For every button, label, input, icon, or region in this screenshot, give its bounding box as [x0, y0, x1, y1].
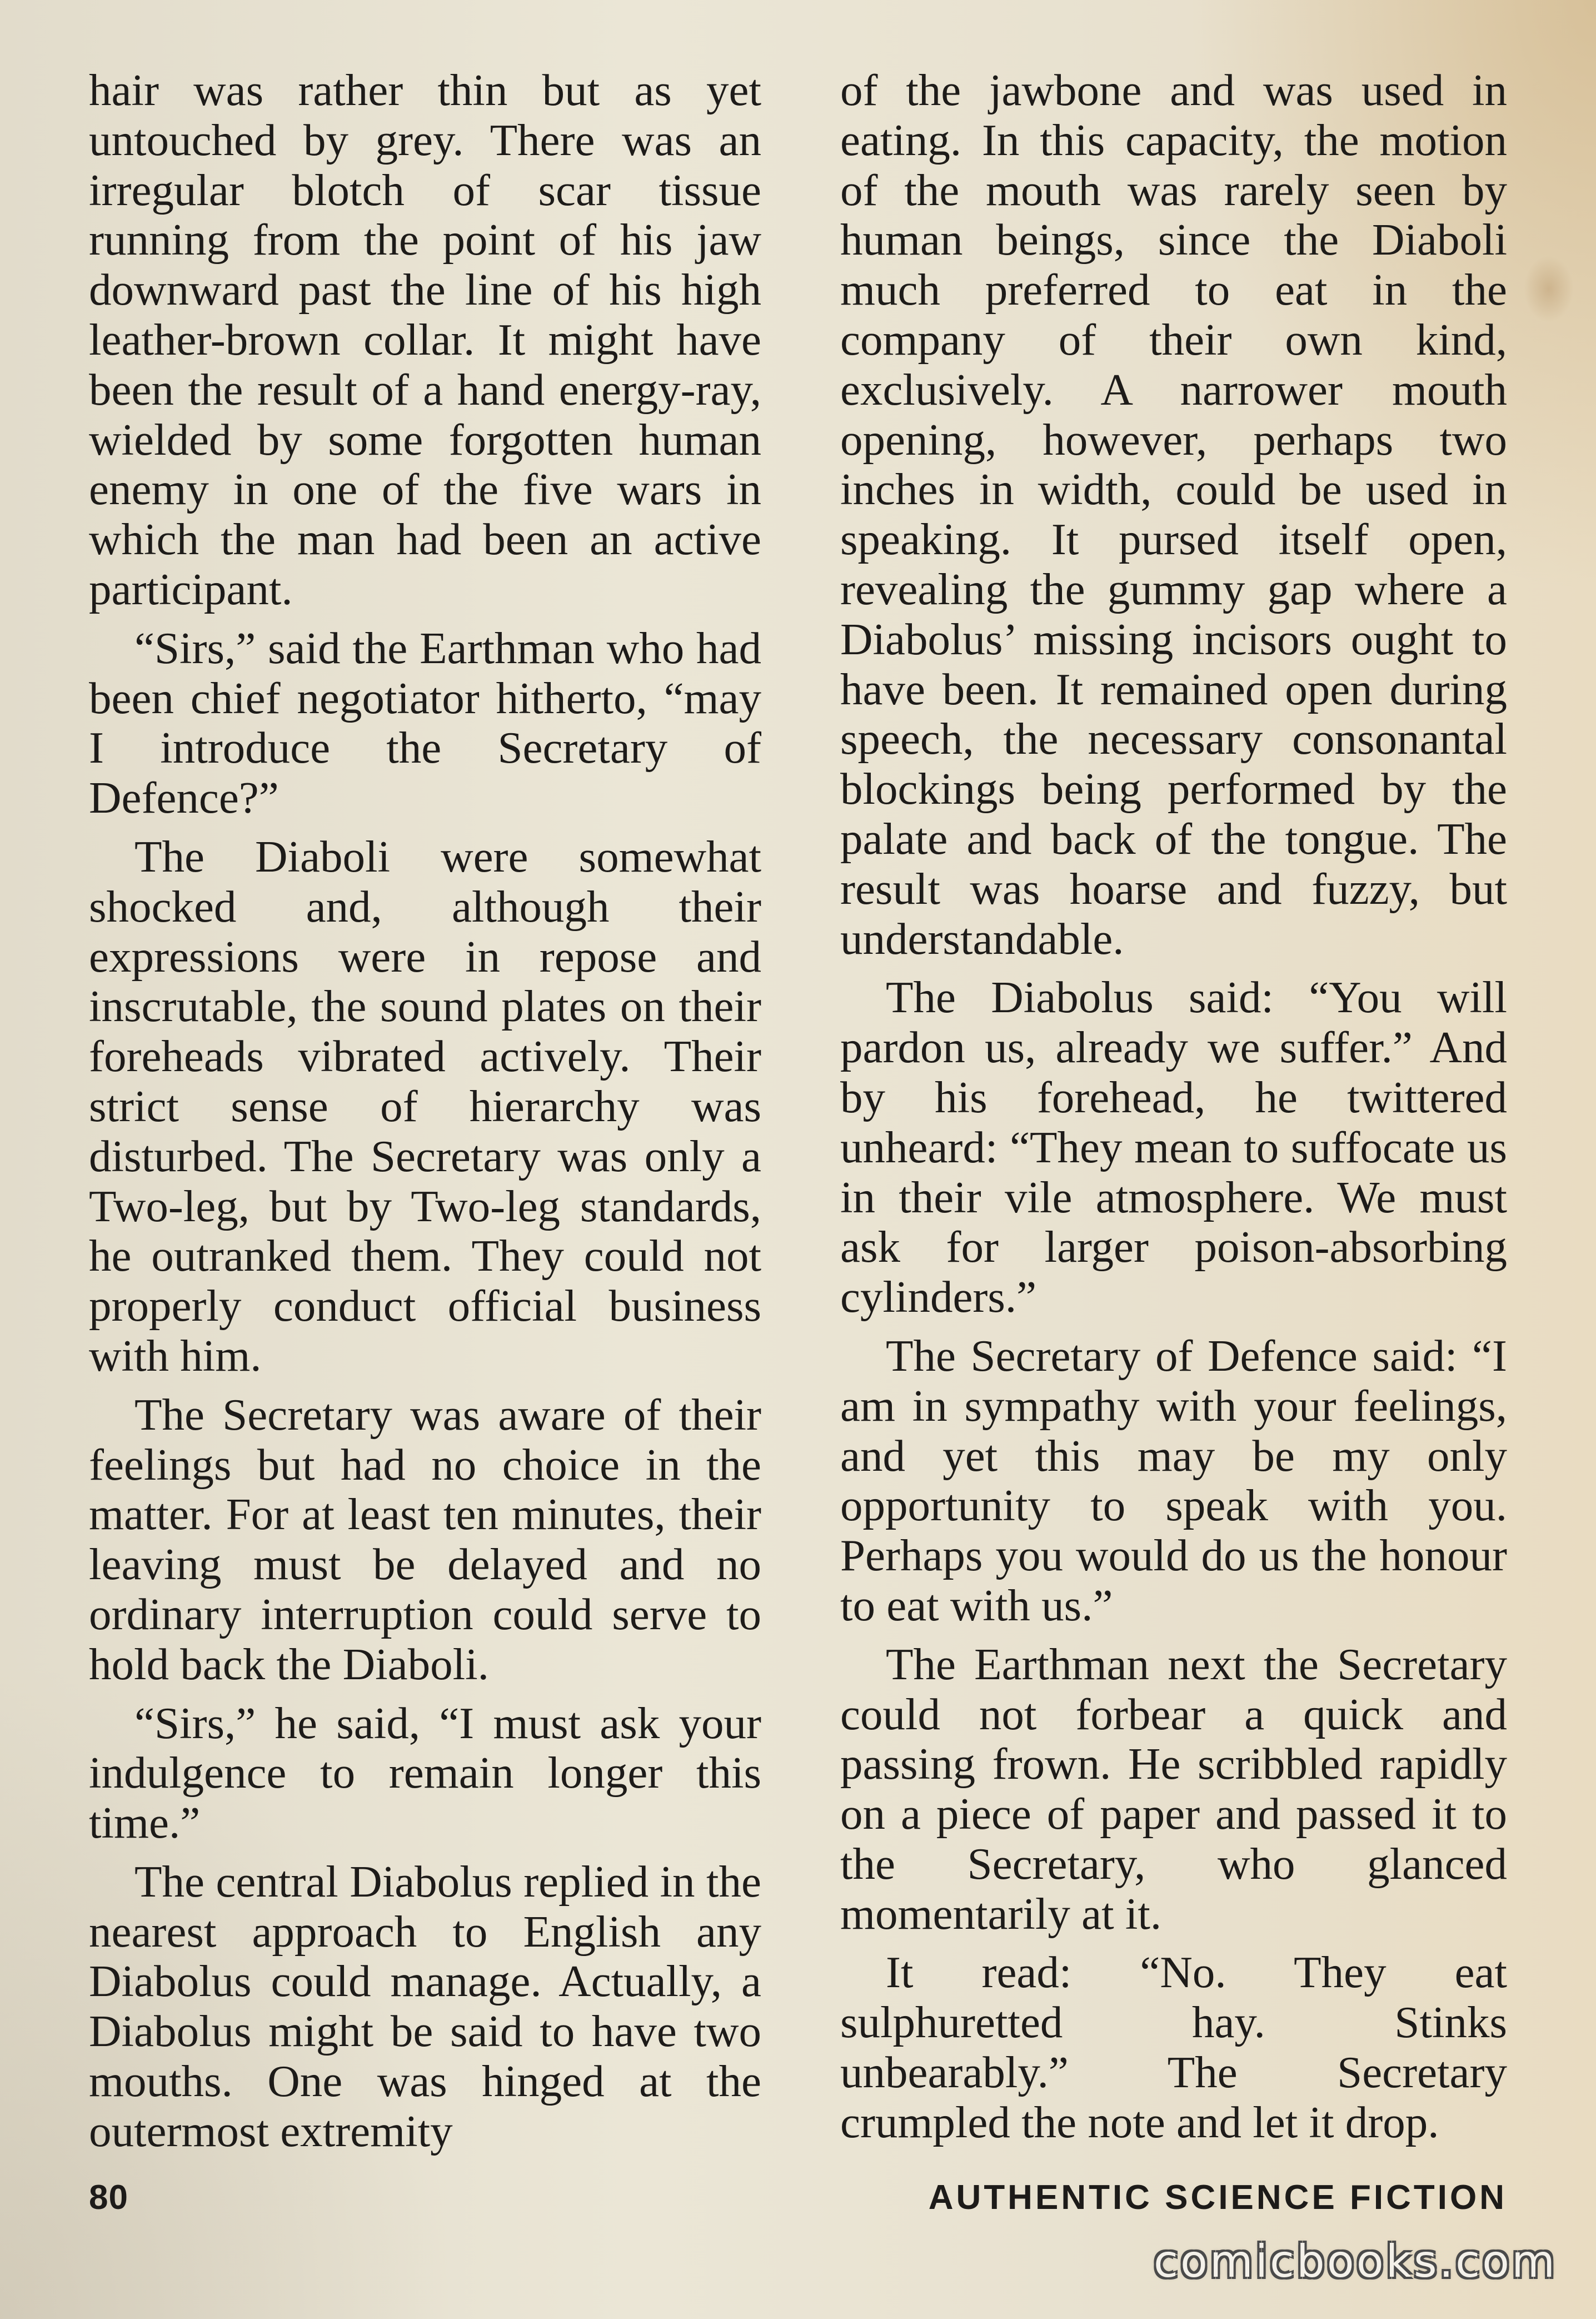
watermark: comicbooks.com: [1153, 2236, 1557, 2287]
left-column: [89, 66, 761, 2166]
page-number: 80: [89, 2178, 128, 2217]
right-column: [840, 66, 1507, 2157]
paragraph: The central Diabolus replied in the nearest approach to English any Diabolus could manage. Actually, a Diabolus might be said to have two mouths. One was hinged at the outermost extremity: [89, 1856, 761, 2156]
paragraph: “Sirs,” said the Earthman who had been chief negotiator hitherto, “may I introduce the Secretary of Defence?”: [89, 623, 761, 823]
paragraph: of the jawbone and was used in eating. In this capacity, the motion of the mouth was rarely seen by human beings, since the Diaboli much preferred to eat in the company of their own kind, exclusively. A narrower mouth opening, however, perhaps two inches in width, could be used in speaking. It pursed itself open, revealing the gummy gap where a Diabolus’ missing incisors ought to have been. It remained open during speech, the necessary consonantal blockings being performed by the palate and back of the tongue. The result was hoarse and fuzzy, but understandable.: [840, 65, 1507, 964]
paragraph: It read: “No. They eat sulphuretted hay. Stinks unbearably.” The Secretary crumpled the note and let it drop.: [840, 1947, 1507, 2147]
page-footer: [89, 2178, 1507, 2228]
paragraph: The Secretary of Defence said: “I am in sympathy with your feelings, and yet this may be my only opportunity to speak with you. Perhaps you would do us the honour to eat with us.”: [840, 1330, 1507, 1630]
running-title: AUTHENTIC SCIENCE FICTION: [928, 2178, 1507, 2217]
paragraph: “Sirs,” he said, “I must ask your indulgence to remain longer this time.”: [89, 1698, 761, 1848]
paper-stain: [1524, 256, 1574, 322]
paragraph: The Diaboli were somewhat shocked and, although their expressions were in repose and inscrutable, the sound plates on their foreheads vibrated actively. Their strict sense of hierarchy was disturbed. The Secretary was only a Two-leg, but by Two-leg standards, he outranked them. They could not properly conduct official business with him.: [89, 831, 761, 1381]
paragraph: The Earthman next the Secretary could not forbear a quick and passing frown. He scribbled rapidly on a piece of paper and passed it to the Secretary, who glanced momentarily at it.: [840, 1639, 1507, 1939]
paragraph: The Diabolus said: “You will pardon us, already we suffer.” And by his forehead, he twittered unheard: “They mean to suffocate us in their vile atmosphere. We must ask for larger poison-absorbing cylinders.”: [840, 972, 1507, 1322]
paragraph: The Secretary was aware of their feelings but had no choice in the matter. For at least ten minutes, their leaving must be delayed and no ordinary interruption could serve to hold back the Diaboli.: [89, 1389, 761, 1689]
paragraph: hair was rather thin but as yet untouched by grey. There was an irregular blotch of scar tissue running from the point of his jaw downward past the line of his high leather-brown collar. It might have been the result of a hand energy-ray, wielded by some forgotten human enemy in one of the five wars in which the man had been an active participant.: [89, 65, 761, 614]
